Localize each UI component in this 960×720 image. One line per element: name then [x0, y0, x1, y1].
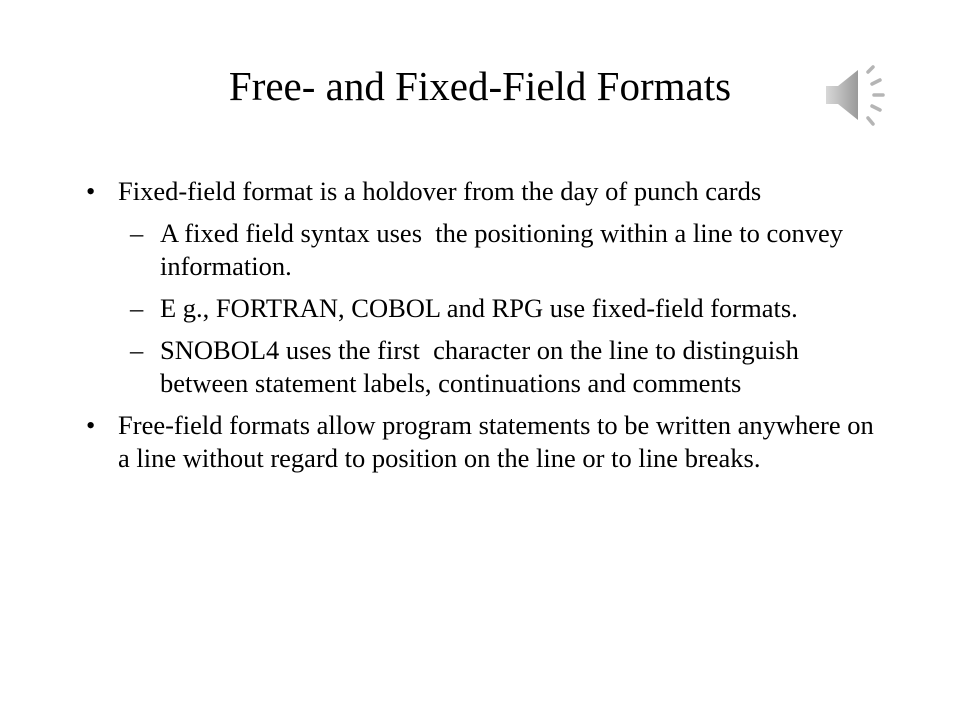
bullet-text: A fixed field syntax uses the positioning within a line to convey information. — [160, 218, 850, 281]
dash-marker: – — [130, 218, 144, 248]
slide-body — [86, 175, 886, 484]
bullet-marker: • — [86, 176, 96, 206]
bullet-text: Free-field formats allow program statements to be written anywhere on a line without regard to position on the line or to line breaks. — [118, 410, 874, 473]
dash-marker: – — [130, 335, 144, 365]
bullet-text: SNOBOL4 uses the first character on the line to distinguish between statement labels, continuations and comments — [160, 335, 806, 398]
speaker-icon[interactable] — [822, 62, 892, 128]
bullet-item — [86, 175, 886, 208]
bullet-marker: • — [86, 410, 96, 440]
dash-marker: – — [130, 293, 144, 323]
bullet-text: Fixed-field format is a holdover from the day of punch cards — [118, 176, 762, 206]
bullet-item — [86, 409, 886, 475]
bullet-text: E g., FORTRAN, COBOL and RPG use fixed-field formats. — [160, 293, 798, 323]
slide-title: Free- and Fixed-Field Formats — [228, 63, 732, 109]
sub-bullet-item — [86, 334, 886, 400]
sub-bullet-item — [86, 217, 886, 283]
sub-bullet-item — [86, 292, 886, 325]
